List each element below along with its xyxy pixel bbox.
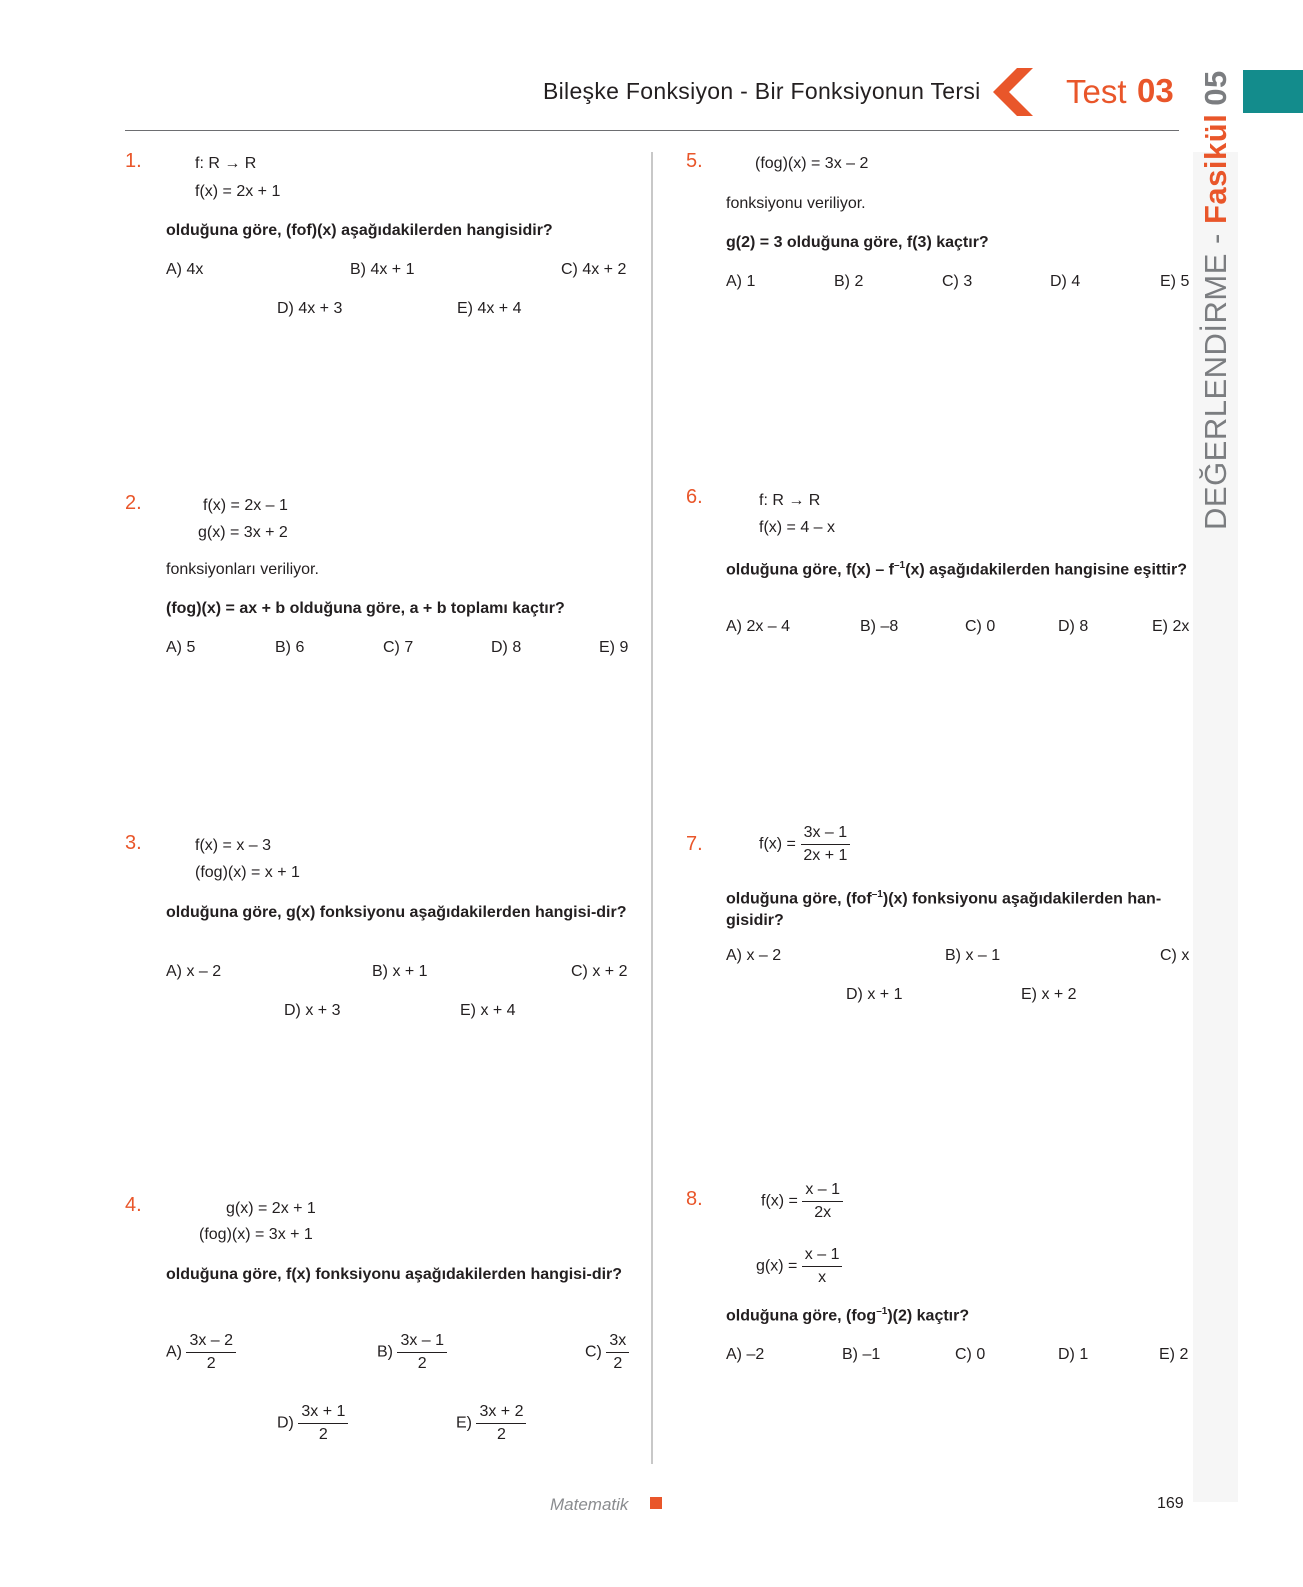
q7-option-a[interactable]: A) x – 2: [726, 947, 782, 964]
q3-option-e[interactable]: E) x + 4: [460, 1002, 516, 1019]
footer-square-icon: [650, 1497, 662, 1509]
q4-question: olduğuna göre, f(x) fonksiyonu aşağıdakilerden hangisi-dir?: [166, 1266, 623, 1283]
fraction: $\frac{3x + 2}{2}$: [476, 1403, 526, 1444]
fraction: $\frac{3x}{2}$: [606, 1332, 629, 1373]
function-label: f(x) =: [759, 835, 796, 853]
test-label: Test: [1066, 73, 1127, 110]
q8-option-c[interactable]: C) 0: [955, 1346, 986, 1363]
side-brand: Fasikül: [1198, 113, 1233, 225]
q3-option-b[interactable]: B) x + 1: [372, 963, 428, 980]
q2-option-a[interactable]: A) 5: [166, 639, 196, 656]
q5-option-b[interactable]: B) 2: [834, 273, 864, 290]
q8-function-f: [761, 1181, 843, 1222]
q7-option-b[interactable]: B) x – 1: [945, 947, 1001, 964]
q4-option-c[interactable]: [585, 1332, 629, 1373]
side-label-text: DEĞERLENDİRME -: [1198, 224, 1233, 530]
fraction: $\frac{3x - 1}{2x + 1}$: [800, 824, 850, 865]
q1-question: olduğuna göre, (fof)(x) aşağıdakilerden hangisidir?: [166, 222, 553, 239]
q3-option-d[interactable]: D) x + 3: [284, 1002, 341, 1019]
side-label: [1198, 70, 1234, 530]
option-label: C): [585, 1343, 602, 1361]
fraction: $\frac{x - 1}{2x}$: [802, 1181, 843, 1222]
q6-option-b[interactable]: B) –8: [860, 618, 899, 635]
chapter-tab: [1243, 70, 1303, 113]
q7-function: [759, 824, 850, 865]
header-divider: [125, 130, 1179, 131]
q8-option-a[interactable]: A) –2: [726, 1346, 765, 1363]
q6-option-c[interactable]: C) 0: [965, 618, 996, 635]
option-label: B): [377, 1343, 393, 1361]
function-label: f(x) =: [761, 1192, 798, 1210]
page-number: 169: [1157, 1495, 1184, 1512]
q8-option-b[interactable]: B) –1: [842, 1346, 881, 1363]
fraction: $\frac{3x - 2}{2}$: [186, 1332, 236, 1373]
q3-question: olduğuna göre, g(x) fonksiyonu aşağıdakilerden hangisi-dir?: [166, 904, 627, 921]
q4-option-a[interactable]: [166, 1332, 236, 1373]
q5-given: fonksiyonu veriliyor.: [726, 195, 866, 212]
question-number: 2.: [125, 492, 142, 514]
q2-given: fonksiyonları veriliyor.: [166, 561, 319, 578]
q1-line1: f: R → R: [195, 155, 257, 172]
q8-function-g: [756, 1246, 842, 1287]
question-number: 8.: [686, 1188, 703, 1210]
question-number: 7.: [686, 833, 703, 855]
footer-subject: Matematik: [550, 1495, 629, 1514]
q4-option-b[interactable]: [377, 1332, 447, 1373]
question-number: 6.: [686, 486, 703, 508]
q6-line1: f: R → R: [759, 492, 821, 509]
question-number: 3.: [125, 832, 142, 854]
q2-line1: f(x) = 2x – 1: [203, 497, 288, 514]
q2-line2: g(x) = 3x + 2: [198, 524, 288, 541]
column-divider: [651, 152, 653, 1464]
q3-line1: f(x) = x – 3: [195, 837, 272, 854]
question-number: 5.: [686, 150, 703, 172]
q6-option-a[interactable]: A) 2x – 4: [726, 618, 791, 635]
q4-option-e[interactable]: [456, 1403, 526, 1444]
q5-question: g(2) = 3 olduğuna göre, f(3) kaçtır?: [726, 234, 989, 251]
q1-line2: f(x) = 2x + 1: [195, 183, 281, 200]
q1-option-c[interactable]: C) 4x + 2: [561, 261, 627, 278]
q4-option-d[interactable]: [277, 1403, 348, 1444]
q8-option-e[interactable]: E) 2: [1159, 1346, 1189, 1363]
option-label: D): [277, 1414, 294, 1432]
fraction: $\frac{3x + 1}{2}$: [298, 1403, 348, 1444]
q5-option-e[interactable]: E) 5: [1160, 273, 1190, 290]
q7-option-d[interactable]: D) x + 1: [846, 986, 903, 1003]
option-label: E): [456, 1414, 472, 1432]
fraction: $\frac{3x - 1}{2}$: [397, 1332, 447, 1373]
q5-option-c[interactable]: C) 3: [942, 273, 973, 290]
q2-option-b[interactable]: B) 6: [275, 639, 305, 656]
q1-option-d[interactable]: D) 4x + 3: [277, 300, 343, 317]
q3-option-a[interactable]: A) x – 2: [166, 963, 222, 980]
question-number: 4.: [125, 1194, 142, 1216]
page-title: Bileşke Fonksiyon - Bir Fonksiyonun Tersi: [543, 78, 981, 104]
q6-question: olduğuna göre, $f(x) - f^{-1}(x)$ aşağıdakilerden hangisine eşittir?: [726, 560, 1187, 579]
q4-line2: (fog)(x) = 3x + 1: [199, 1226, 313, 1243]
question-number: 1.: [125, 150, 142, 172]
q7-option-e[interactable]: E) x + 2: [1021, 986, 1077, 1003]
q4-line1: g(x) = 2x + 1: [226, 1200, 316, 1217]
q2-option-e[interactable]: E) 9: [599, 639, 629, 656]
test-number: 03: [1137, 72, 1174, 109]
q3-option-c[interactable]: C) x + 2: [571, 963, 628, 980]
q6-option-d[interactable]: D) 8: [1058, 618, 1089, 635]
side-number: 05: [1198, 70, 1233, 106]
q1-option-e[interactable]: E) 4x + 4: [457, 300, 522, 317]
q7-question: olduğuna göre, (fof$^{-1}$)(x) fonksiyonu aşağıdakilerden han-gisidir?: [726, 889, 1162, 930]
q7-option-c[interactable]: C) x: [1160, 947, 1190, 964]
q1-option-b[interactable]: B) 4x + 1: [350, 261, 415, 278]
q8-option-d[interactable]: D) 1: [1058, 1346, 1089, 1363]
q2-option-c[interactable]: C) 7: [383, 639, 414, 656]
q1-option-a[interactable]: A) 4x: [166, 261, 204, 278]
q6-option-e[interactable]: E) 2x: [1152, 618, 1190, 635]
option-label: A): [166, 1343, 182, 1361]
q8-question: olduğuna göre, (fog$^{-1}$)(2) kaçtır?: [726, 1306, 970, 1325]
function-label: g(x) =: [756, 1257, 798, 1275]
q2-option-d[interactable]: D) 8: [491, 639, 522, 656]
q2-question: (fog)(x) = ax + b olduğuna göre, a + b toplamı kaçtır?: [166, 600, 565, 617]
chevron-left-icon: [993, 68, 1037, 116]
q3-line2: (fog)(x) = x + 1: [195, 864, 300, 881]
q5-option-a[interactable]: A) 1: [726, 273, 756, 290]
q5-option-d[interactable]: D) 4: [1050, 273, 1081, 290]
q6-line2: f(x) = 4 – x: [759, 519, 836, 536]
fraction: $\frac{x - 1}{x}$: [802, 1246, 843, 1287]
q5-line1: (fog)(x) = 3x – 2: [755, 155, 869, 172]
